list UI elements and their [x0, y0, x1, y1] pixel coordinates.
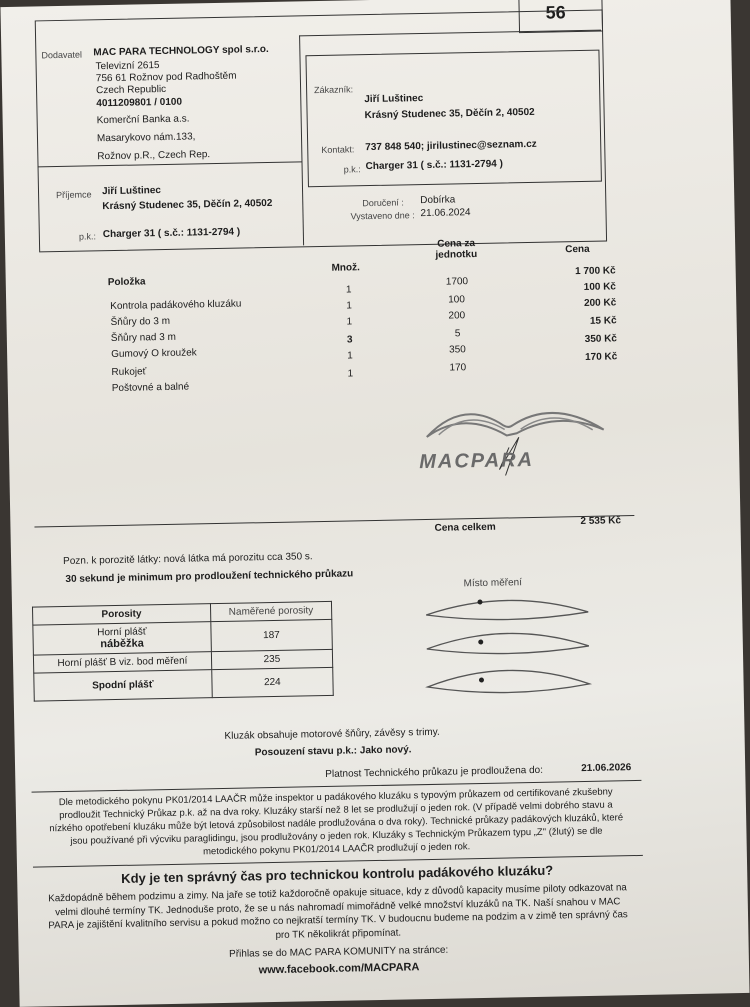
item-unit-price: 100 [448, 294, 465, 306]
porosity-row-value: 224 [211, 667, 333, 697]
page-number: 56 [545, 2, 566, 23]
rules-text: Dle metodického pokynu PK01/2014 LAAČR může inspektor u padákového kluzáku s typovým průkazem od certifikované zkušebny prodloužit Technický Průkaz p.k. až na dva roky. Kluzáky starší než 8 let se prodlužují o jeden rok. (V případě velmi dobrého stavu a nízkého opotřebení kluzáku může být letová způsobilost nadále prodlužována o dva roky). Technické průkazy padákových kluzáků, které jsou používané při výcviku paraglidingu, jsou prodlužovány o jeden rok. Kluzáky s Technickým Průkazem typu „Z" (žlutý) se dle metodického pokynu PK01/2014 LAAČR prodlužují o jeden rok. [49, 786, 624, 858]
item-qty: 1 [346, 316, 353, 328]
porosity-row-value: 235 [211, 649, 333, 669]
item-unit-price: 1700 [445, 276, 469, 288]
porosity-row-text: Horní plášť [97, 626, 147, 639]
item-name: Rukojeť [111, 366, 147, 379]
supplier-country: Czech Republic [95, 83, 167, 97]
issued-label: Vystaveno dne : [350, 210, 415, 222]
item-name: Poštovné a balné [111, 381, 190, 395]
porosity-row-label [34, 670, 212, 701]
supplier-label: Dodavatel [41, 49, 83, 61]
total-label: Cena celkem [434, 521, 496, 534]
customer-contact-label: Kontakt: [321, 144, 355, 155]
item-price: 15 Kč [589, 315, 617, 327]
assessment: Posouzení stavu p.k.: Jako nový. [254, 744, 412, 759]
porosity-row-value: 187 [211, 619, 333, 651]
issued-date: 21.06.2024 [420, 207, 471, 220]
customer-pk-label: p.k.: [343, 164, 361, 175]
item-qty: 3 [346, 334, 353, 346]
item-price: 200 Kč [583, 297, 617, 309]
item-unit-price: 200 [448, 310, 466, 322]
section-paragraph: Každopádně během podzimu a zimy. Na jaře se totiž každoročně opakuje situace, kdy z důvodů kapacity musíme piloty odkazovat na velmi dlouhé termíny TK. Jednoduše proto, že se u nás nahromadí mimořádně velké množství kluzáků na TK. Naší snahou v MAC PARA je zajištění kvalitního servisu a pokud možno co nejkratší termíny TK. V budoucnu budeme na podzim a v zimě ten správný čas pro TK několikrát připomínat. [48, 882, 628, 941]
measure-point-a [477, 599, 482, 604]
measure-point-c [479, 677, 484, 682]
logo-text: MACPARA [419, 448, 535, 474]
porosity-col-values: Naměřené porosity [210, 601, 332, 621]
supplier-street: Televizní 2615 [95, 60, 160, 73]
items-header-qty: Množ. [331, 262, 360, 274]
validity-date: 21.06.2026 [581, 762, 632, 775]
supplier-city: 756 61 Rožnov pod Radhoštěm [95, 70, 237, 85]
recipient-pk: Charger 31 ( s.č.: 1131-2794 ) [102, 226, 241, 241]
measurement-diagram [422, 588, 594, 709]
supplier-bank-street: Masarykovo nám.133, [96, 131, 196, 145]
item-price: 1 700 Kč [574, 265, 616, 278]
recipient-name: Jiří Luštinec [101, 185, 162, 198]
supplier-bank: Komerční Banka a.s. [96, 113, 190, 127]
item-price: 350 Kč [584, 333, 618, 345]
customer-label: Zákazník: [314, 84, 354, 96]
canopy-bottom-icon [427, 669, 589, 694]
customer-pk: Charger 31 ( s.č.: 1131-2794 ) [365, 158, 503, 173]
porosity-row-label [33, 622, 211, 655]
item-name: Šňůry do 3 m [110, 315, 171, 329]
porosity-row-bold: Spodní plášť [92, 679, 154, 692]
delivery-value: Dobírka [420, 194, 456, 207]
recipient-label: Příjemce [55, 189, 92, 201]
items-header-price: Cena [565, 243, 590, 256]
item-unit-price: 170 [449, 362, 467, 374]
total-value: 2 535 Kč [580, 515, 622, 528]
delivery-label: Doručení : [362, 197, 404, 209]
section-heading: Kdy je ten správný čas pro technickou kontrolu padákového kluzáku? [121, 862, 554, 886]
item-qty: 1 [347, 368, 354, 380]
canopy-top-icon [426, 599, 588, 621]
table-row [34, 667, 333, 701]
item-price: 100 Kč [583, 281, 617, 293]
glider-note: Kluzák obsahuje motorové šňůry, závěsy s trimy. [224, 726, 440, 742]
facebook-link[interactable]: www.facebook.com/MACPARA [258, 961, 420, 977]
supplier-name: MAC PARA TECHNOLOGY spol s.r.o. [93, 43, 269, 59]
items-header-item: Položka [107, 276, 146, 289]
customer-contact: 737 848 540; jirilustinec@seznam.cz [365, 138, 537, 154]
recipient-address: Krásný Studenec 35, Děčín 2, 40502 [102, 197, 273, 213]
customer-name: Jiří Luštinec [364, 93, 424, 106]
measure-label: Místo měření [463, 577, 523, 590]
porosity-note-bold: 30 sekund je minimum pro prodloužení technického průkazu [65, 568, 354, 585]
supplier-bank-city: Rožnov p.R., Czech Rep. [97, 149, 211, 163]
item-unit-price: 5 [454, 328, 461, 340]
item-qty: 1 [345, 284, 352, 296]
measure-point-b [478, 639, 483, 644]
porosity-row-text: Horní plášť B viz. bod měření [57, 655, 188, 670]
logo-wing-inner-icon [438, 417, 592, 434]
item-name: Gumový O kroužek [111, 347, 197, 361]
item-qty: 1 [346, 300, 352, 312]
item-unit-price: 350 [449, 344, 466, 356]
validity-label: Platnost Technického průkazu je prodloužena do: [325, 764, 544, 781]
total-separator [34, 515, 634, 528]
canopy-middle-icon [427, 632, 589, 655]
item-price: 170 Kč [584, 351, 618, 363]
supplier-account: 4011209801 / 0100 [96, 96, 183, 110]
porosity-col-label: Porosity [32, 604, 210, 625]
community-text: Přihlas se do MAC PARA KOMUNITY na stránce: [229, 944, 449, 960]
items-header-unit-price: Cena za jednotku [435, 238, 478, 261]
item-name: Šňůry nad 3 m [110, 331, 176, 345]
porosity-row-bold: náběžka [100, 637, 144, 651]
customer-address: Krásný Studenec 35, Děčín 2, 40502 [364, 106, 535, 122]
item-name: Kontrola padákového kluzáku [110, 298, 242, 313]
recipient-pk-label: p.k.: [78, 231, 96, 242]
porosity-note: Pozn. k porozitě látky: nová látka má porozitu cca 350 s. [63, 551, 313, 567]
item-qty: 1 [347, 350, 353, 362]
porosity-table [32, 601, 334, 702]
